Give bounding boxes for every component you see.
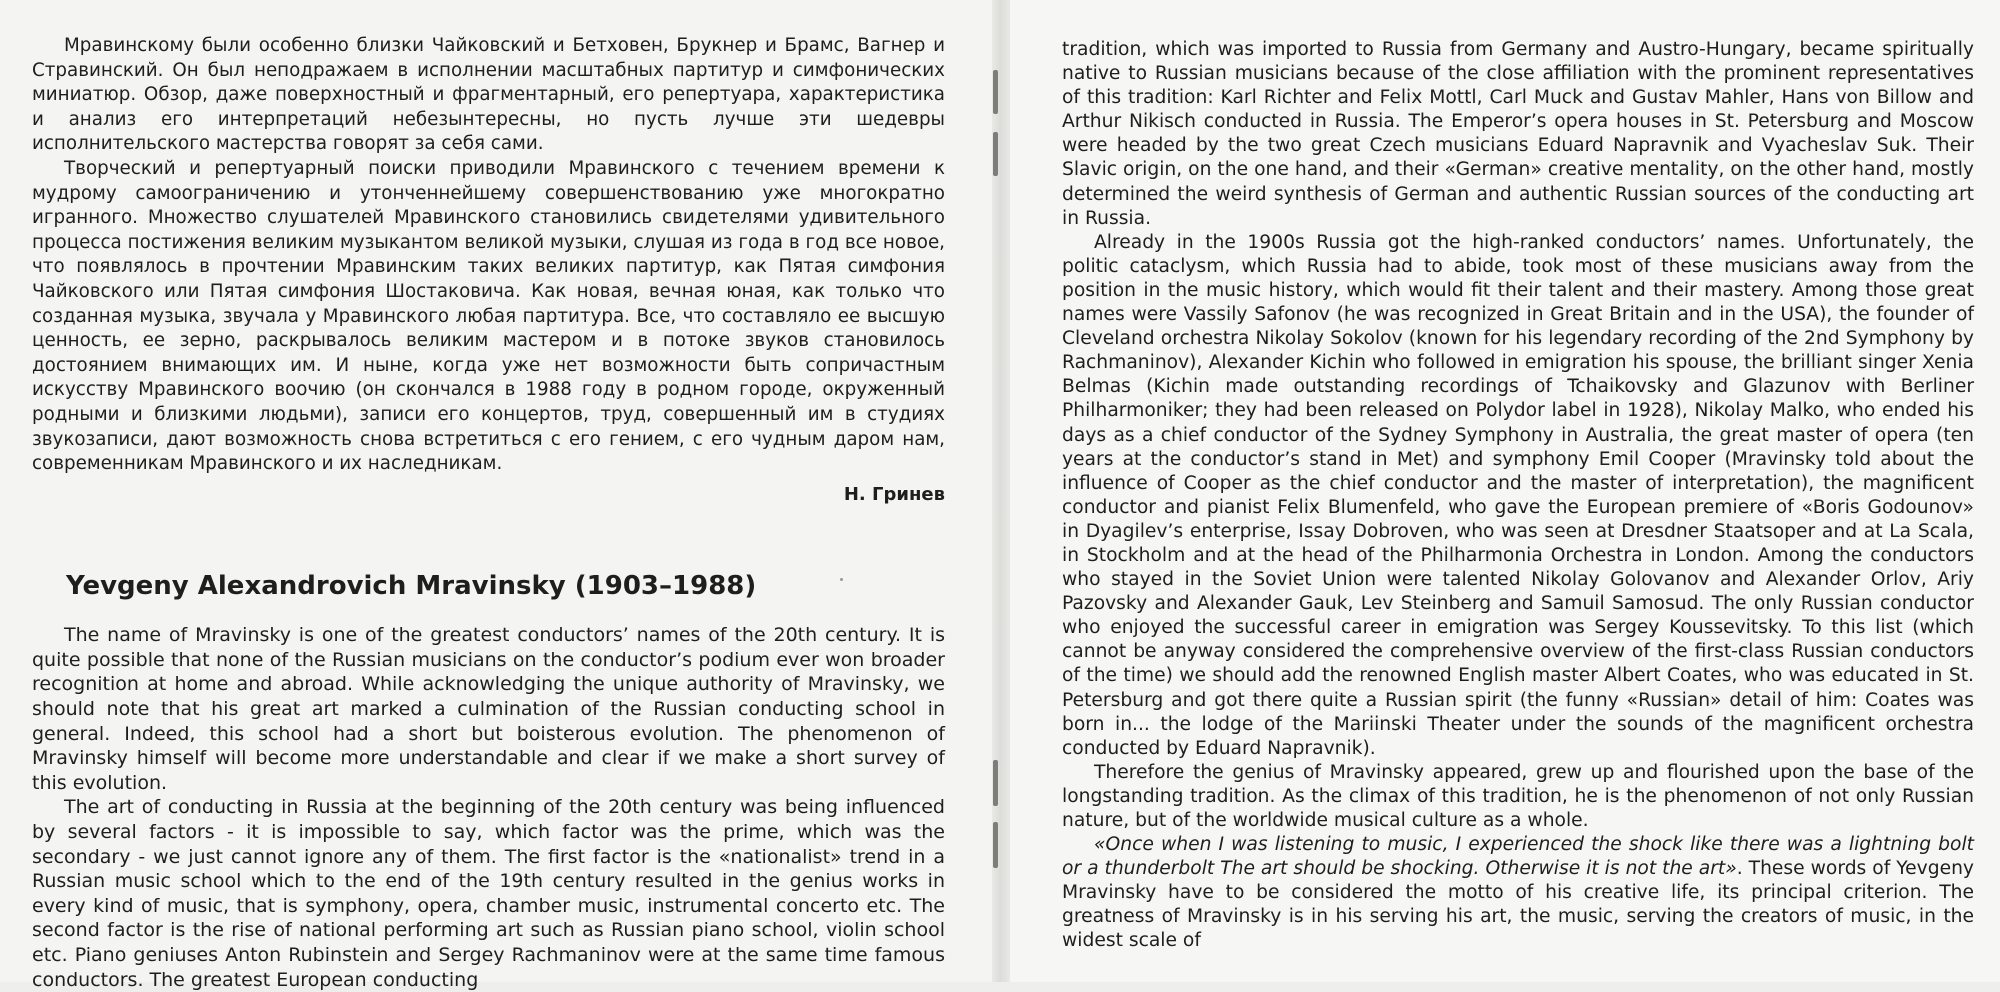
english-text <box>32 623 945 992</box>
body-paragraph: tradition, which was imported to Russia from Germany and Austro-Hungary, became spiritually native to Russian musicians because of the close affiliation with the prominent representatives of this tradition: Karl Richter and Felix Mottl, Carl Muck and Gustav Mahler, Hans von Billow and Arthur Nikisch conducted in Russia. The Emperor’s opera houses in St. Petersburg and Moscow were headed by the two great Czech musicians Eduard Napravnik and Vyacheslav Suk. Their Slavic origin, on the one hand, and their «German» creative mentality, on the other hand, mostly determined the weird synthesis of German and authentic Russian sources of the conducting art in Russia. <box>1062 39 1974 229</box>
mravinsky-quote: «Once when I was listening to music, I experienced the shock like there was a lightning bolt or a thunderbolt The art should be shocking. Otherwise it is not the art» <box>1062 834 1974 880</box>
body-paragraph: Already in the 1900s Russia got the high-ranked conductors’ names. Unfortunately, the politic cataclysm, which Russia had to abide, took most of these musicians away from the position in the music history, which would fit their talent and their mastery. Among those great names were Vassily Safonov (he was recognized in Great Britain and in the USA), the founder of Cleveland orchestra Nikolay Sokolov (known for his legendary recording of the 2nd Symphony by Rachmaninov), Alexander Kichin who followed in emigration his spouse, the brilliant singer Xenia Belmas (Kichin made outstanding recordings of Tchaikovsky and Glazunov with Berliner Philharmoniker; they had been released on Polydor label in 1928), Nikolay Malko, who ended his days as a chief conductor of the Sydney Symphony in Australia, the great master of opera (ten years at the conductor’s stand in Met) and symphony Emil Cooper (Mravinsky told about the influence of Cooper as the chief conductor and the master of interpretation), the magnificent conductor and pianist Felix Blumenfeld, who gave the European premiere of «Boris Godounov» in Dyagilev’s enterprise, Issay Dobroven, who was seen at Dresdner Staatsoper and at La Scala, in Stockholm and at the head of the Philharmonia Orchestra in London. Among the conductors who stayed in the Soviet Union were talented Nikolay Golovanov and Alexander Orlov, Ariy Pazovsky and Alexander Gauk, Lev Steinberg and Samuil Samosud. The only Russian conductor who enjoyed the successful career in emigration was Sergey Koussevitsky. To this list (which cannot be anyway considered the comprehensive overview of the first-class Russian conductors of the time) we should add the renowned English master Albert Coates, who was educated in St. Petersburg and got there quite a Russian spirit (the funny «Russian» detail of him: Coates was born in... the lodge of the Mariinski Theater under the sounds of the magnificent orchestra conducted by Eduard Napravnik). <box>1062 231 1974 759</box>
staple-mark <box>993 70 998 114</box>
russian-paragraph: Мравинскому были особенно близки Чайковский и Бетховен, Брукнер и Брамс, Вагнер и Стравинский. Он был неподражаем в исполнении масштабных партитур и симфонических миниатюр. Обзор, даже поверхностный и фрагментарный, его репертуара, характеристика и анализ его интерпретаций небезынтересны, но пусть лучше эти шедевры исполнительского мастерства говорят за себя сами. <box>32 35 945 155</box>
author-signature: Н. Гринев <box>843 483 945 505</box>
body-paragraph: Therefore the genius of Mravinsky appeared, grew up and flourished upon the base of the longstanding tradition. As the climax of this tradition, he is the phenomenon of not only Russian nature, but of the worldwide musical culture as a whole. <box>1062 761 1974 831</box>
staple-mark <box>993 132 998 176</box>
section-heading: Yevgeny Alexandrovich Mravinsky (1903–1988) <box>66 571 757 602</box>
quote-paragraph <box>1062 833 1974 953</box>
russian-paragraph: Творческий и репертуарный поиски приводили Мравинского с течением времени к мудрому самоограничению и утонченнейшему совершенствованию уже многократно игранного. Множество слушателей Мравинского становились свидетелями удивительного процесса постижения великим музыкантом великой музыки, слушая из года в год все новое, что появлялось в прочтении Мравинским таких великих партитур, как Пятая симфония Чайковского или Пятая симфония Шостаковича. Как новая, вечная юная, как только что созданная музыка, звучала у Мравинского любая партитура. Все, что составляло ее высшую ценность, ее зерно, раскрывалось великим мастером и в потоке звуков становилось достоянием внимающих им. И ныне, когда уже нет возможности быть сопричастным искусству Мравинского воочию (он скончался в 1988 году в родном городе, окруженный родными и близкими людьми), записи его концертов, труд, совершенный им в студиях звукозаписи, дают возможность снова встретиться с его гением, с его чудным даром нам, современникам Мравинского и их наследникам. <box>32 157 945 475</box>
quote-continuation: . These words of Yevgeny Mravinsky have to be considered the motto of his creative life, its principal criterion. The greatness of Mravinsky is in his serving his art, the music, serving the creators of music, in the widest scale of <box>1062 858 1974 952</box>
staple-mark <box>993 760 998 806</box>
right-column <box>1062 38 1974 954</box>
english-paragraph: The name of Mravinsky is one of the greatest conductors’ names of the 20th century. It is quite possible that none of the Russian musicians on the conductor’s podium ever won broader recognition at home and abroad. While acknowledging the unique authority of Mravinsky, we should note that his great art marked a culmination of the Russian conducting school in general. Indeed, this school had a short but boisterous evolution. The phenomenon of Mravinsky himself will become more understandable and clear if we make a short survey of this evolution. <box>32 624 945 794</box>
left-column <box>32 34 945 992</box>
staple-mark <box>993 822 998 868</box>
english-paragraph: The art of conducting in Russia at the beginning of the 20th century was being influenced by several factors - it is impossible to say, which factor was the prime, which was the secondary - we just cannot ignore any of them. The first factor is the «nationalist» trend in a Russian music school which to the end of the 19th century resulted in the genius works in every kind of music, that is symphony, opera, chamber music, instrumental concerto etc. The second factor is the rise of national performing art such as Russian piano school, violin school etc. Piano geniuses Anton Rubinstein and Sergey Rachmaninov were at the same time famous conductors. The greatest European conducting <box>32 796 945 991</box>
